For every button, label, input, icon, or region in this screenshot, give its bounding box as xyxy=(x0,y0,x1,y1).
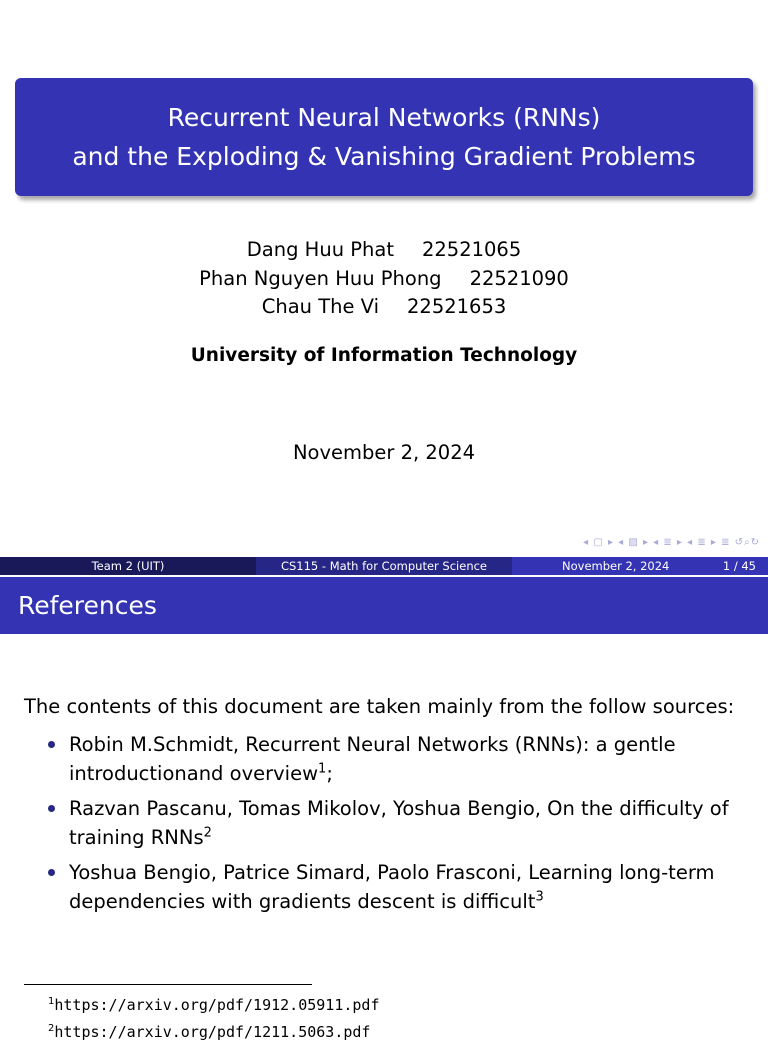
footnote xyxy=(48,1017,379,1044)
footer-bar xyxy=(0,557,768,575)
bullet-icon xyxy=(48,869,55,876)
title-box xyxy=(15,78,753,196)
footnote-number: 2 xyxy=(48,1023,55,1034)
author-list xyxy=(0,236,768,322)
reference-text: Robin M.Schmidt, Recurrent Neural Networks (RNNs): a gentle introductionand overview xyxy=(69,733,676,785)
footnote-mark[interactable]: 3 xyxy=(535,889,544,905)
author-row xyxy=(0,236,768,265)
reference-list xyxy=(24,730,754,922)
frame-title: References xyxy=(0,577,768,634)
footer-author: Team 2 (UIT) xyxy=(0,557,256,575)
footnote xyxy=(48,990,379,1017)
footnote-mark[interactable]: 1 xyxy=(318,761,327,777)
author-row xyxy=(0,293,768,322)
footnote-mark[interactable]: 2 xyxy=(203,825,212,841)
footer-page-number: 1 / 45 xyxy=(722,559,756,573)
footnote-url[interactable]: https://arxiv.org/pdf/1211.5063.pdf xyxy=(54,1023,371,1041)
presentation-date: November 2, 2024 xyxy=(292,441,476,464)
institute: University of Information Technology xyxy=(190,345,578,366)
reference-text: Yoshua Bengio, Patrice Simard, Paolo Frasconi, Learning long-term dependencies with gradients descent is difficult xyxy=(69,861,715,913)
title-line-1: Recurrent Neural Networks (RNNs) xyxy=(167,103,601,132)
bullet-icon xyxy=(48,741,55,748)
references-intro: The contents of this document are taken mainly from the follow sources: xyxy=(24,695,735,718)
footer-course: CS115 - Math for Computer Science xyxy=(256,557,512,575)
footer-date: November 2, 2024 xyxy=(562,559,670,573)
author-id: 22521065 xyxy=(421,238,522,261)
author-id: 22521653 xyxy=(407,295,507,318)
author-name: Chau The Vi xyxy=(261,295,379,318)
author-row xyxy=(0,265,768,294)
author-name: Dang Huu Phat xyxy=(246,238,394,261)
reference-text: Razvan Pascanu, Tomas Mikolov, Yoshua Bengio, On the difficulty of training RNNs xyxy=(69,797,729,849)
author-name: Phan Nguyen Huu Phong xyxy=(199,266,442,290)
list-item xyxy=(24,794,754,852)
title-line-2: and the Exploding & Vanishing Gradient Problems xyxy=(72,142,696,171)
reference-suffix: ; xyxy=(326,762,333,785)
author-id: 22521090 xyxy=(469,266,569,290)
footnotes xyxy=(48,990,379,1044)
beamer-navigation-icons[interactable]: ◂ ▢ ▸ ◂ ▨ ▸ ◂ ≣ ▸ ◂ ≣ ▸ ≣ ↺⌕↻ xyxy=(583,537,760,548)
list-item xyxy=(24,730,754,788)
footer-date-page xyxy=(512,557,768,575)
bullet-icon xyxy=(48,805,55,812)
list-item xyxy=(24,858,754,916)
footnote-rule xyxy=(24,984,312,985)
footnote-number: 1 xyxy=(48,996,55,1007)
footnote-url[interactable]: https://arxiv.org/pdf/1912.05911.pdf xyxy=(54,996,380,1014)
